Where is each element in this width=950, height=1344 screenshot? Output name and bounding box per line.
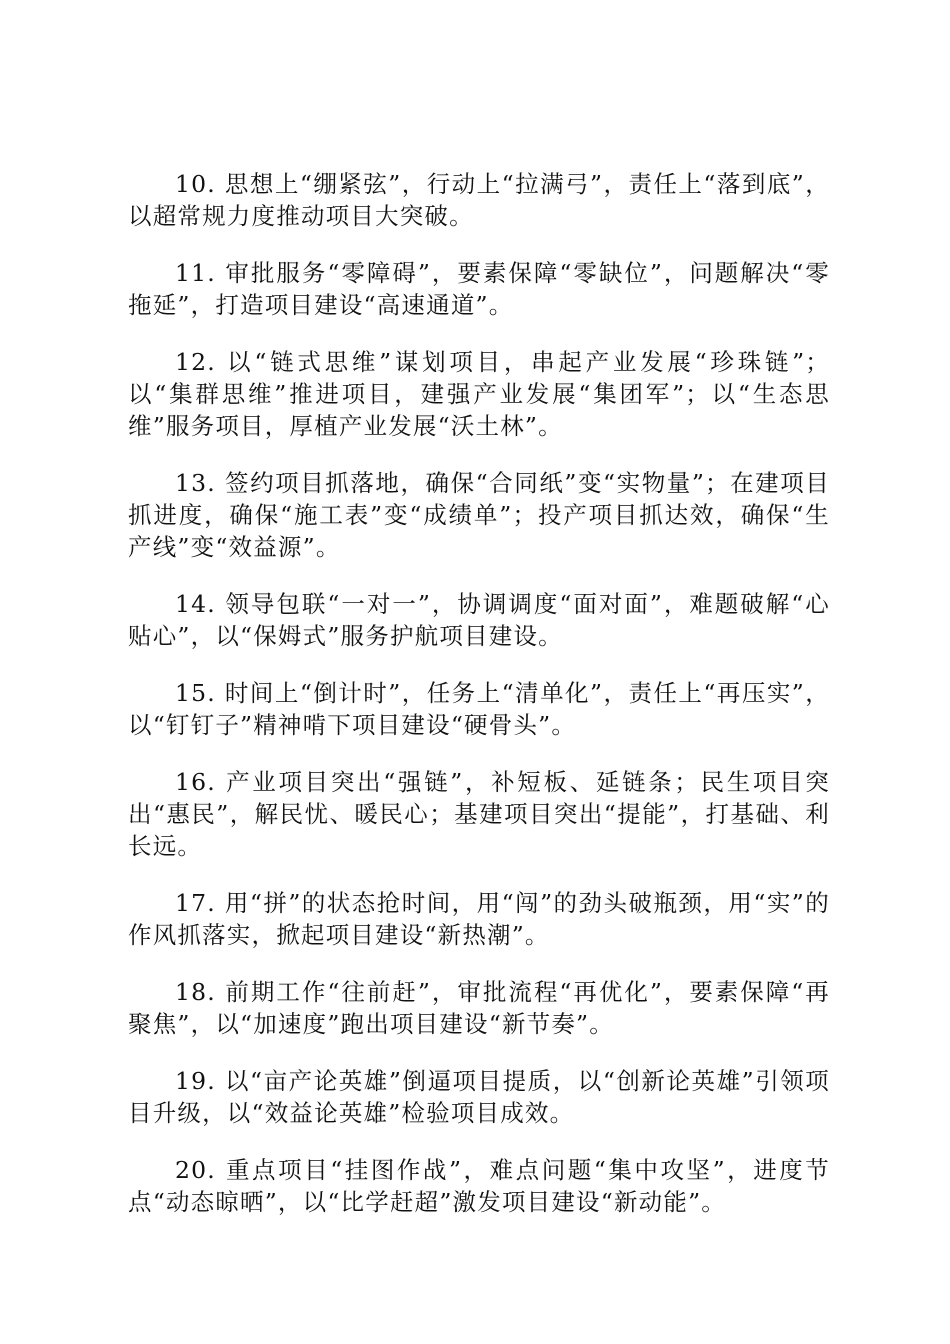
paragraph-11: 11. 审批服务“零障碍”，要素保障“零缺位”，问题解决“零拖延”，打造项目建设“高速通道”。 <box>128 259 830 319</box>
paragraph-14: 14. 领导包联“一对一”，协调调度“面对面”，难题破解“心贴心”，以“保姆式”服务护航项目建设。 <box>128 590 830 650</box>
paragraph-19: 19. 以“亩产论英雄”倒逼项目提质，以“创新论英雄”引领项目升级，以“效益论英雄”检验项目成效。 <box>128 1067 830 1127</box>
paragraph-13: 13. 签约项目抓落地，确保“合同纸”变“实物量”；在建项目抓进度，确保“施工表”变“成绩单”；投产项目抓达效，确保“生产线”变“效益源”。 <box>128 469 830 561</box>
paragraph-20: 20. 重点项目“挂图作战”，难点问题“集中攻坚”，进度节点“动态晾晒”，以“比学赶超”激发项目建设“新动能”。 <box>128 1156 830 1216</box>
paragraph-16: 16. 产业项目突出“强链”，补短板、延链条；民生项目突出“惠民”，解民忧、暖民心；基建项目突出“提能”，打基础、利长远。 <box>128 768 830 860</box>
document-body <box>128 168 830 1243</box>
paragraph-15: 15. 时间上“倒计时”，任务上“清单化”，责任上“再压实”，以“钉钉子”精神啃下项目建设“硬骨头”。 <box>128 679 830 739</box>
paragraph-10: 10. 思想上“绷紧弦”，行动上“拉满弓”，责任上“落到底”，以超常规力度推动项目大突破。 <box>128 170 830 230</box>
paragraph-17: 17. 用“拼”的状态抢时间，用“闯”的劲头破瓶颈，用“实”的作风抓落实，掀起项目建设“新热潮”。 <box>128 889 830 949</box>
paragraph-12: 12. 以“链式思维”谋划项目，串起产业发展“珍珠链”；以“集群思维”推进项目，建强产业发展“集团军”；以“生态思维”服务项目，厚植产业发展“沃土林”。 <box>128 348 830 440</box>
paragraph-18: 18. 前期工作“往前赶”，审批流程“再优化”，要素保障“再聚焦”，以“加速度”跑出项目建设“新节奏”。 <box>128 978 830 1038</box>
